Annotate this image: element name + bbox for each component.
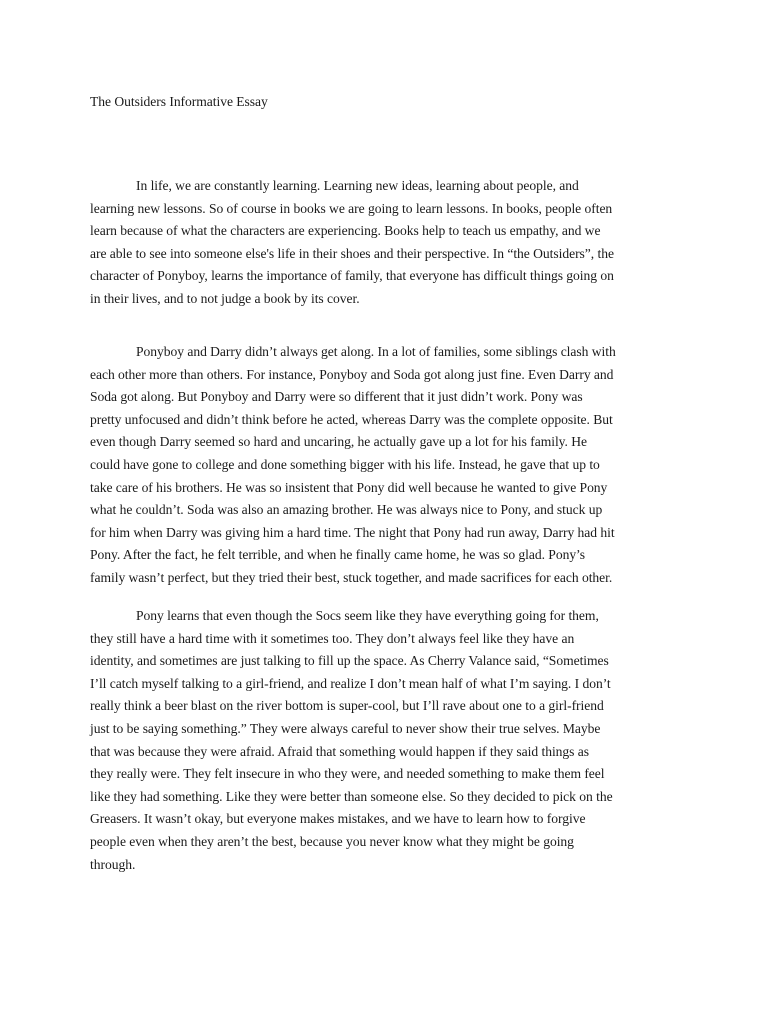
paragraph-line: learn because of what the characters are experiencing. Books help to teach us empathy, and we [90, 223, 601, 239]
paragraph-introduction [90, 175, 690, 311]
paragraph-line: even though Darry seemed so hard and uncaring, he actually gave up a lot for his family. He [90, 434, 587, 450]
paragraph-line: Pony. After the fact, he felt terrible, and when he finally came home, he was so glad. Pony’s [90, 547, 586, 563]
paragraph-line: Ponyboy and Darry didn’t always get along. In a lot of families, some siblings clash with [136, 344, 616, 359]
paragraph-line: I’ll catch myself talking to a girl-friend, and realize I don’t mean half of what I’m saying. I don’t [90, 675, 611, 691]
paragraph-family [90, 341, 690, 590]
paragraph-line: In life, we are constantly learning. Learning new ideas, learning about people, and [136, 178, 579, 193]
paragraph-line: what he couldn’t. Soda was also an amazing brother. He was always nice to Pony, and stuck up [90, 502, 603, 518]
paragraph-line: family wasn’t perfect, but they tried their best, stuck together, and made sacrifices for each other. [90, 569, 613, 585]
paragraph-line: really think a beer blast on the river bottom is super-cool, but I’ll rave about one to a girl-friend [90, 698, 604, 714]
paragraph-line: could have gone to college and done something bigger with his life. Instead, he gave that up to [90, 456, 600, 472]
paragraph-line: for him when Darry was giving him a hard time. The night that Pony had run away, Darry had hit [90, 524, 615, 540]
paragraph-line: are able to see into someone else's life in their shoes and their perspective. In “the Outsiders”, the [90, 245, 614, 261]
paragraph-line: in their lives, and to not judge a book by its cover. [90, 290, 360, 306]
paragraph-line: just to be saying something.” They were always careful to never show their true selves. Maybe [90, 720, 601, 736]
paragraph-line: pretty unfocused and didn’t think before he acted, whereas Darry was the complete opposite. But [90, 411, 613, 427]
paragraph-line: each other more than others. For instance, Ponyboy and Soda got along just fine. Even Darry and [90, 366, 614, 382]
paragraph-line: people even when they aren’t the best, because you never know what they might be going [90, 833, 574, 849]
paragraph-line: learning new lessons. So of course in books we are going to learn lessons. In books, people often [90, 200, 613, 216]
paragraph-socs [90, 605, 690, 876]
paragraph-line: Soda got along. But Ponyboy and Darry were so different that it just didn’t work. Pony was [90, 389, 583, 405]
paragraph-line: Pony learns that even though the Socs seem like they have everything going for them, [136, 608, 599, 623]
paragraph-line: they still have a hard time with it sometimes too. They don’t always feel like they have an [90, 630, 575, 646]
document-title: The Outsiders Informative Essay [90, 94, 268, 109]
paragraph-line: through. [90, 856, 136, 872]
paragraph-line: Greasers. It wasn’t okay, but everyone makes mistakes, and we have to learn how to forgive [90, 811, 586, 827]
paragraph-line: like they had something. Like they were better than someone else. So they decided to pick on the [90, 788, 613, 804]
paragraph-line: character of Ponyboy, learns the importance of family, that everyone has difficult things going on [90, 268, 614, 284]
paragraph-line: identity, and sometimes are just talking to fill up the space. As Cherry Valance said, “Sometimes [90, 653, 609, 669]
paragraph-line: take care of his brothers. He was so insistent that Pony did well because he wanted to give Pony [90, 479, 608, 495]
paragraph-line: that was because they were afraid. Afraid that something would happen if they said things as [90, 743, 589, 759]
paragraph-line: they really were. They felt insecure in who they were, and needed something to make them feel [90, 766, 605, 782]
